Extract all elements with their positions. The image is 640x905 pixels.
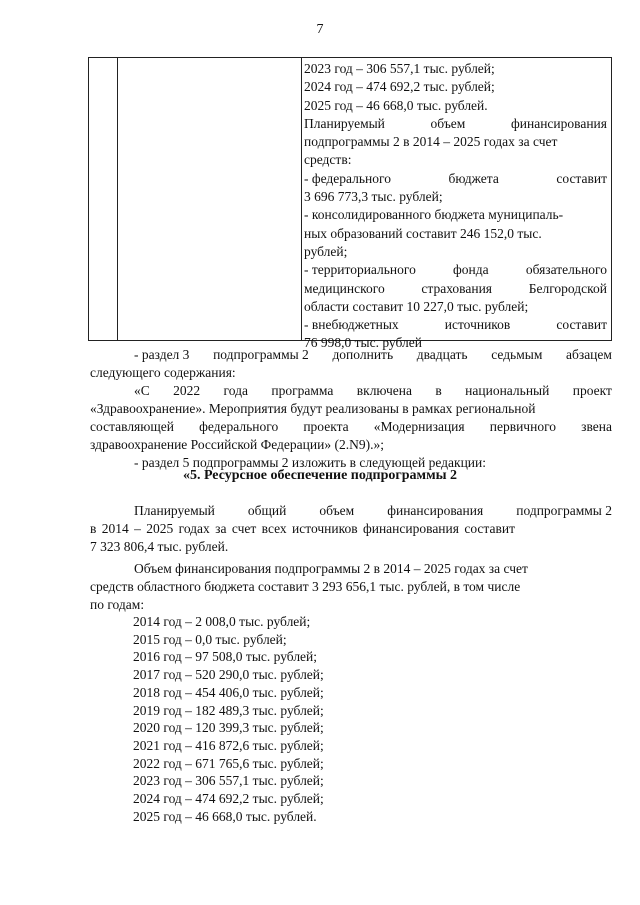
word: Планируемый bbox=[304, 115, 385, 131]
paragraph-section3 bbox=[90, 346, 612, 382]
text-line bbox=[90, 346, 612, 364]
table-line bbox=[304, 316, 607, 334]
word: бюджета bbox=[448, 170, 499, 186]
table-line: области составит 10 227,0 тыс. рублей; bbox=[304, 298, 529, 314]
word: седьмым bbox=[491, 347, 543, 362]
word: абзацем bbox=[566, 347, 612, 362]
list-item: 2020 год – 120 399,3 тыс. рублей; bbox=[133, 720, 324, 736]
table-line: средств: bbox=[304, 152, 352, 168]
table-line bbox=[304, 170, 607, 188]
word: подпрограммы 2 bbox=[213, 347, 309, 362]
table-column-label bbox=[118, 58, 302, 340]
list-item: 2025 год – 46 668,0 тыс. рублей. bbox=[133, 808, 317, 824]
word: двадцать bbox=[416, 347, 468, 362]
word: объем bbox=[319, 503, 355, 518]
word: проекта bbox=[303, 419, 349, 434]
word: Белгородской bbox=[528, 280, 607, 296]
list-item: 2024 год – 474 692,2 тыс. рублей; bbox=[133, 791, 324, 807]
word: в bbox=[435, 383, 442, 398]
word: - федерального bbox=[304, 170, 391, 186]
text-line: Объем финансирования подпрограммы 2 в 2014 – 2025 годах за счет bbox=[134, 561, 528, 576]
word: 2022 bbox=[173, 383, 201, 398]
table-line: ных образований составит 246 152,0 тыс. bbox=[304, 225, 542, 241]
text-line: в 2014 – 2025 годах за счет всех источников финансирования составит bbox=[90, 521, 515, 536]
word: финансирования bbox=[511, 115, 607, 131]
text-line: по годам: bbox=[90, 597, 145, 612]
table-line bbox=[304, 280, 607, 298]
text-line: средств областного бюджета составит 3 293 656,1 тыс. рублей, в том числе bbox=[90, 579, 521, 594]
page-number: 7 bbox=[316, 22, 324, 37]
list-item: 2017 год – 520 290,0 тыс. рублей; bbox=[133, 667, 324, 683]
text-line bbox=[90, 382, 612, 400]
word: составит bbox=[556, 170, 607, 186]
paragraph-regional-budget bbox=[90, 560, 612, 614]
table-line: 2025 год – 46 668,0 тыс. рублей. bbox=[304, 97, 488, 113]
word: обязательного bbox=[525, 262, 607, 278]
list-item: 2015 год – 0,0 тыс. рублей; bbox=[133, 631, 287, 647]
table-line bbox=[304, 261, 607, 279]
word: года bbox=[223, 383, 248, 398]
table-line bbox=[304, 115, 607, 133]
word: медицинского bbox=[304, 280, 385, 296]
word: звена bbox=[581, 419, 612, 434]
text-line: 7 323 806,4 тыс. рублей. bbox=[90, 539, 229, 554]
word: объем bbox=[430, 115, 466, 131]
word: составит bbox=[556, 317, 607, 333]
word: национальный bbox=[465, 383, 550, 398]
word: федерального bbox=[199, 419, 279, 434]
word: общий bbox=[247, 503, 287, 518]
text-line: «Здравоохранение». Мероприятия будут реализованы в рамках региональной bbox=[90, 401, 536, 416]
table-line: 3 696 773,3 тыс. рублей; bbox=[304, 189, 443, 205]
word: фонда bbox=[453, 262, 489, 278]
table-line: рублей; bbox=[304, 243, 348, 259]
word: включена bbox=[356, 383, 413, 398]
list-item: 2021 год – 416 872,6 тыс. рублей; bbox=[133, 737, 324, 753]
list-item: 2018 год – 454 406,0 тыс. рублей; bbox=[133, 684, 324, 700]
word: составляющей bbox=[90, 419, 174, 434]
table-line: 2024 год – 474 692,2 тыс. рублей; bbox=[304, 79, 495, 95]
text-line: здравоохранение Российской Федерации» (2.N9).»; bbox=[90, 437, 384, 452]
word: - раздел 3 bbox=[134, 347, 190, 362]
word: первичного bbox=[489, 419, 557, 434]
table-column-number bbox=[89, 58, 118, 340]
list-item: 2016 год – 97 508,0 тыс. рублей; bbox=[133, 649, 318, 665]
paragraph-total-financing bbox=[90, 502, 612, 556]
word: финансирования bbox=[387, 503, 484, 518]
text-line bbox=[90, 418, 612, 436]
word: программа bbox=[271, 383, 334, 398]
word: Планируемый bbox=[134, 503, 215, 518]
financing-table bbox=[88, 57, 612, 351]
table-line: 2023 год – 306 557,1 тыс. рублей; bbox=[304, 61, 495, 76]
table-line: 76 998,0 тыс. рублей bbox=[304, 335, 422, 351]
section-heading: «5. Ресурсное обеспечение подпрограммы 2 bbox=[182, 468, 458, 483]
table-column-content bbox=[302, 58, 611, 351]
list-item: 2019 год – 182 489,3 тыс. рублей; bbox=[133, 702, 324, 718]
word: «Модернизация bbox=[373, 419, 465, 434]
word: - внебюджетных bbox=[304, 317, 399, 333]
word: - территориального bbox=[304, 262, 416, 278]
word: проект bbox=[572, 383, 612, 398]
years-list bbox=[133, 613, 324, 825]
list-item: 2014 год – 2 008,0 тыс. рублей; bbox=[133, 614, 311, 629]
text-line bbox=[90, 502, 612, 520]
word: дополнить bbox=[332, 347, 394, 362]
word: «С bbox=[134, 383, 150, 398]
text-line: следующего содержания: bbox=[90, 365, 236, 380]
word: источников bbox=[444, 317, 511, 333]
paragraph-section5: - раздел 5 подпрограммы 2 изложить в следующей редакции: bbox=[134, 455, 486, 470]
word: подпрограммы 2 bbox=[516, 503, 612, 518]
paragraph-quote bbox=[90, 382, 612, 454]
table-line: подпрограммы 2 в 2014 – 2025 годах за счет bbox=[304, 134, 558, 150]
list-item: 2023 год – 306 557,1 тыс. рублей; bbox=[133, 773, 324, 789]
word: страхования bbox=[421, 280, 493, 296]
list-item: 2022 год – 671 765,6 тыс. рублей; bbox=[133, 755, 324, 771]
table-line: - консолидированного бюджета муниципаль- bbox=[304, 207, 564, 223]
